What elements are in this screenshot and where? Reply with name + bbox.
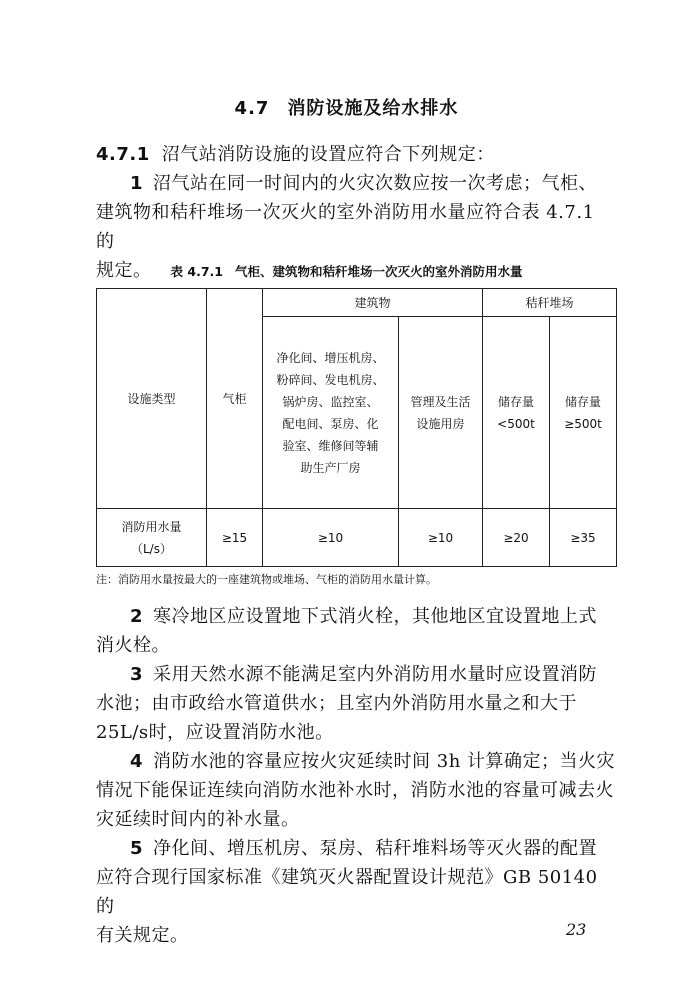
- item-line: 水池；由市政给水管道供水；且室内外消防用水量之和大于: [96, 693, 577, 714]
- item-line: 采用天然水源不能满足室内外消防用水量时应设置消防: [153, 664, 598, 685]
- value-gas-holder: ≥15: [207, 509, 263, 567]
- page-number: 23: [566, 920, 587, 939]
- header-line: 储存量: [498, 394, 535, 409]
- item-line: 规定。: [96, 260, 152, 281]
- table-note: 注：消防用水量按最大的一座建筑物或堆场、气柜的消防用水量计算。: [96, 573, 437, 586]
- table-number: 表 4.7.1: [170, 264, 223, 279]
- header-line: 粉碎间、发电机房、: [276, 372, 385, 387]
- header-line: 设施用房: [416, 416, 465, 431]
- table-caption: [0, 262, 693, 280]
- header-production-rooms: [263, 317, 399, 509]
- clause-text: 沼气站消防设施的设置应符合下列规定：: [161, 144, 495, 165]
- row-label-fire-water: [97, 509, 207, 567]
- header-line: 净化间、增压机房、: [276, 350, 385, 365]
- list-item: [96, 602, 616, 660]
- header-line: 储存量: [565, 394, 602, 409]
- item-line: 情况下能保证连续向消防水池补水时，消防水池的容量可减去火: [96, 780, 614, 801]
- list-item: [96, 834, 616, 950]
- item-line: 沼气站在同一时间内的火灾次数应按一次考虑；气柜、: [153, 173, 598, 194]
- item-number: 3: [130, 664, 144, 685]
- item-line: 有关规定。: [96, 925, 189, 946]
- header-line: 助生产厂房: [300, 460, 361, 475]
- header-line: 锅炉房、监控室、: [282, 394, 379, 409]
- item-line: 消火栓。: [96, 635, 170, 656]
- value-storage-lt-500t: ≥20: [483, 509, 550, 567]
- section-number: 4.7: [234, 98, 270, 119]
- header-line: 管理及生活: [410, 394, 471, 409]
- row-label: 消防用水量: [121, 519, 182, 534]
- header-line: 验室、维修间等辅: [282, 438, 379, 453]
- list-item: [96, 660, 616, 747]
- header-buildings: 建筑物: [263, 289, 483, 317]
- header-straw-yard: 秸秆堆场: [483, 289, 617, 317]
- section-title: [0, 94, 693, 120]
- value-production-rooms: ≥10: [263, 509, 399, 567]
- header-storage-ge-500t: [550, 317, 617, 509]
- header-gas-holder: 气柜: [207, 289, 263, 509]
- header-admin-rooms: [399, 317, 483, 509]
- section-title-text: 消防设施及给水排水: [287, 98, 459, 119]
- clause-number: 4.7.1: [96, 144, 150, 165]
- item-line: 25L/s时，应设置消防水池。: [96, 722, 334, 743]
- item-number: 2: [130, 606, 144, 627]
- header-line: 配电间、泵房、化: [282, 416, 379, 431]
- item-line: 建筑物和秸秆堆场一次灭火的室外消防用水量应符合表 4.7.1 的: [96, 202, 595, 252]
- value-admin-rooms: ≥10: [399, 509, 483, 567]
- item-line: 消防水池的容量应按火灾延续时间 3h 计算确定；当火灾: [153, 751, 616, 772]
- header-line: ≥500t: [564, 416, 602, 431]
- table-title: 气柜、建筑物和秸秆堆场一次灭火的室外消防用水量: [234, 264, 523, 279]
- item-number: 5: [130, 838, 144, 859]
- item-line: 净化间、增压机房、泵房、秸秆堆料场等灭火器的配置: [153, 838, 598, 859]
- header-line: <500t: [497, 416, 535, 431]
- item-line: 应符合现行国家标准《建筑灭火器配置设计规范》GB 50140 的: [96, 867, 598, 917]
- item-number: 4: [130, 751, 144, 772]
- item-number: 1: [130, 173, 144, 194]
- header-facility-type: 设施类型: [97, 289, 207, 509]
- item-line: 寒冷地区应设置地下式消火栓，其他地区宜设置地上式: [153, 606, 598, 627]
- item-line: 灾延续时间内的补水量。: [96, 809, 300, 830]
- value-storage-ge-500t: ≥35: [550, 509, 617, 567]
- clause-heading: [96, 140, 616, 169]
- row-unit: （L/s）: [131, 541, 172, 556]
- header-storage-lt-500t: [483, 317, 550, 509]
- water-demand-table: [96, 288, 617, 567]
- list-item: [96, 747, 616, 834]
